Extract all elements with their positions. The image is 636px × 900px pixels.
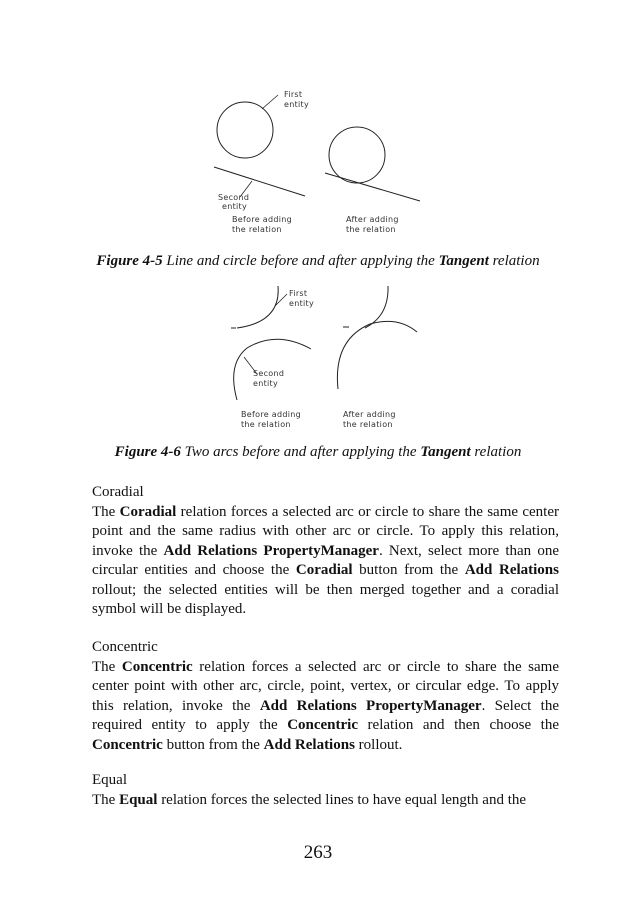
figure-4-5-caption	[0, 253, 636, 270]
caption-text-end: relation	[488, 253, 540, 269]
text: relation and then choose the	[358, 717, 560, 734]
term: Equal	[119, 792, 158, 808]
first-entity-label-2: entity	[284, 100, 310, 109]
before-label-1: Before adding	[241, 410, 302, 419]
figure-4-6-diagram	[225, 282, 425, 434]
text: The	[92, 504, 120, 520]
before-label-1: Before adding	[232, 215, 293, 224]
caption-text-end: relation	[470, 444, 522, 460]
caption-bold: Tangent	[420, 444, 471, 460]
after-label-2: the relation	[343, 420, 393, 429]
second-arc-after	[337, 321, 417, 389]
figure-4-5-diagram	[200, 85, 430, 240]
second-entity-label-1: Second	[218, 193, 250, 202]
after-label-2: the relation	[346, 225, 396, 234]
term: Coradial	[119, 504, 177, 520]
term: Add Relations	[464, 562, 559, 579]
first-entity-label-1: First	[289, 289, 308, 298]
term: Concentric	[121, 659, 193, 675]
concentric-heading: Concentric	[92, 639, 158, 655]
text: button from the	[162, 736, 264, 753]
tangent-line-after	[325, 173, 420, 201]
figure-4-6-caption	[0, 444, 636, 461]
equal-paragraph	[92, 791, 559, 810]
term: Concentric	[287, 717, 358, 734]
text: The	[92, 659, 122, 675]
text: The	[92, 792, 120, 808]
circle-after	[329, 127, 385, 183]
text: button from the	[352, 562, 465, 579]
caption-text: Line and circle before and after applying the	[162, 253, 439, 269]
page-number: 263	[303, 842, 333, 863]
text: relation forces a selected arc or circle to share the same center point with other arc, circle, point, vertex, or circular edge. To apply this relation, invoke the	[92, 659, 559, 714]
first-entity-label-1: First	[284, 90, 303, 99]
second-entity-label-2: entity	[253, 379, 279, 388]
term: Add Relations PropertyManager	[163, 542, 379, 559]
coradial-paragraph	[92, 503, 559, 619]
text: relation forces the selected lines to have equal length and the	[157, 792, 527, 808]
after-label-1: After adding	[346, 215, 399, 224]
caption-label: Figure 4-5	[96, 253, 163, 269]
text: rollout; the selected entities will be then merged together and a coradial symbol will be displayed.	[92, 581, 559, 618]
term: Coradial	[295, 562, 353, 579]
term: Add Relations	[263, 736, 355, 753]
term: Concentric	[92, 736, 163, 753]
text: . Next, select more than one circular entities and choose the	[92, 542, 559, 579]
before-label-2: the relation	[241, 420, 291, 429]
term: Add Relations PropertyManager	[259, 697, 482, 714]
caption-label: Figure 4-6	[114, 444, 181, 460]
after-label-1: After adding	[343, 410, 396, 419]
second-entity-label-1: Second	[253, 369, 285, 378]
before-label-2: the relation	[232, 225, 282, 234]
first-arc-before	[237, 286, 278, 328]
first-entity-leader	[262, 95, 278, 109]
text: relation forces a selected arc or circle to share the same center point and the same radius with other arc or circle. To apply this relation, invoke the	[92, 504, 560, 559]
text: . Select the required entity to apply the	[92, 697, 559, 734]
equal-heading: Equal	[92, 772, 127, 788]
concentric-paragraph	[92, 658, 559, 755]
second-entity-label-2: entity	[222, 202, 248, 211]
caption-bold: Tangent	[438, 253, 489, 269]
text: rollout.	[354, 736, 403, 753]
coradial-heading: Coradial	[92, 484, 144, 500]
caption-text: Two arcs before and after applying the	[180, 444, 421, 460]
first-entity-label-2: entity	[289, 299, 315, 308]
second-entity-line-before	[214, 167, 305, 196]
first-entity-circle-before	[217, 102, 273, 158]
